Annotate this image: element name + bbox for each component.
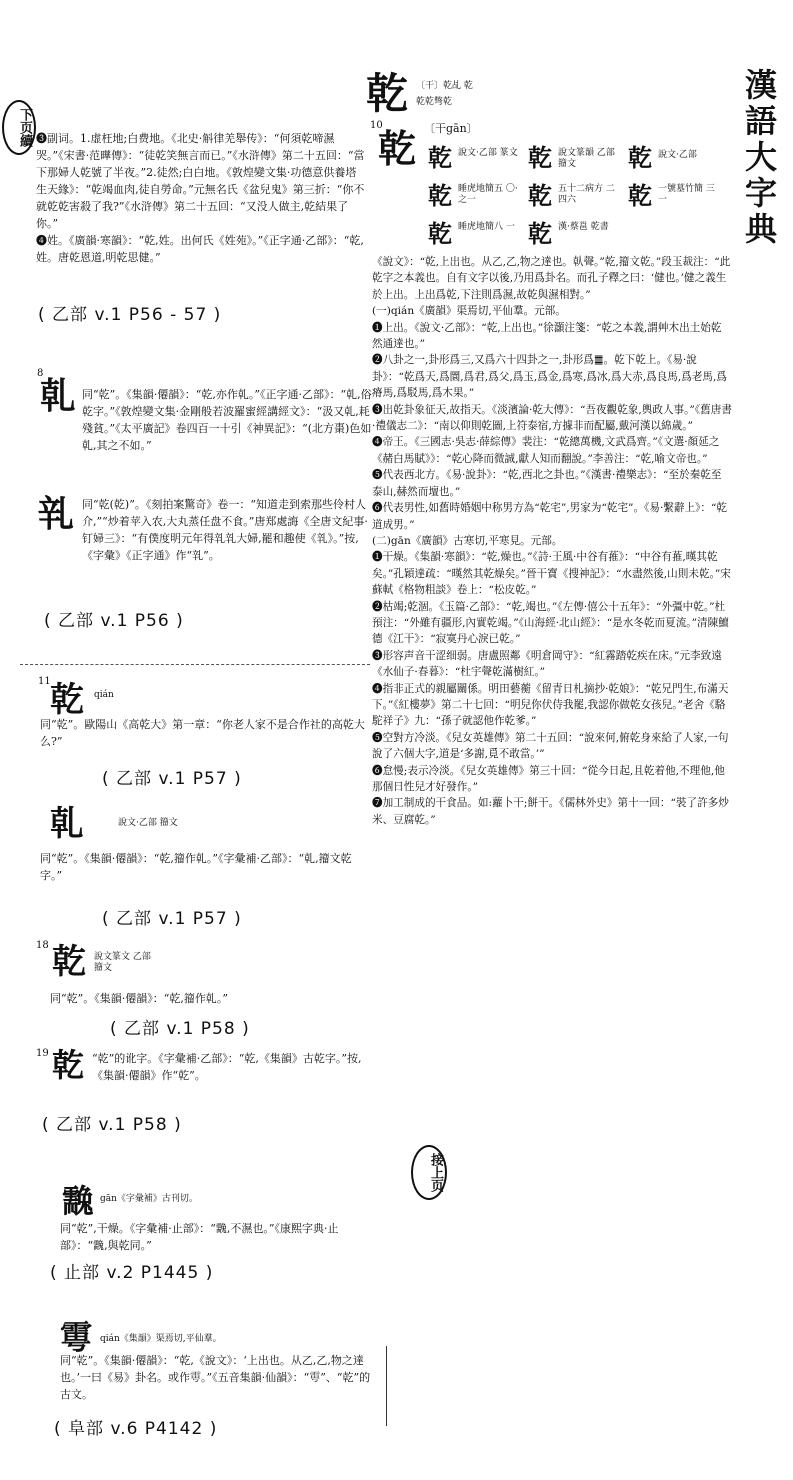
- glyph-6-caption: 一號墓竹簡 三一: [658, 184, 715, 205]
- header-character: 乾: [366, 69, 409, 118]
- entry-b-stroke: 8: [37, 368, 44, 379]
- entry-e-ref: ( 乙部 v.1 P57 ): [102, 909, 242, 929]
- glyph-3-caption: 說文·乙部: [658, 150, 697, 160]
- entry-f-text: 同“乾”。《集韻·僊韻》：“乾,籀作乹。”: [50, 992, 228, 1005]
- entry-a-ref: ( 乙部 v.1 P56 - 57 ): [38, 305, 222, 325]
- entry-b-text: 同“乾”。《集韻·僊韻》：“乾,亦作乹。”《正字通·乙部》：“乹,俗乾字。”《敦煌變文集·金剛般若波羅蜜經講經文》：“汲又乹,耗殘貧。”《太平廣記》卷四百一十引《神異記》：“(北方棗)色如乹,其之不如。”: [82, 388, 372, 452]
- entry-f-stroke: 18: [36, 940, 49, 951]
- glyph-6: 乾: [628, 181, 652, 210]
- glyph-7: 乾: [428, 219, 452, 248]
- header-variant-note: 〔干〕乾乩 乾: [416, 81, 473, 91]
- entry-d-char: 乾: [50, 680, 84, 720]
- entry-e-char: 乹: [50, 804, 84, 844]
- glyph-5-caption: 五十二病方 二四六: [558, 184, 615, 205]
- header-variant-sub: 乾乾彆乾: [416, 97, 453, 107]
- glyph-2-caption: 說文篆韻 乙部籀文: [558, 148, 615, 169]
- entry-i-char: 𩂾: [60, 1319, 93, 1357]
- divider: [20, 664, 370, 665]
- entry-b-char: 乹: [40, 375, 77, 417]
- entry-f-source: 說文篆文 乙部籀文: [94, 952, 151, 973]
- entry-h-text: 同“乾”,干燥。《字彙補·止部》：“䨲,不濕也。”《康熙字典·止部》：“䨲,與乾同。”: [60, 1222, 339, 1252]
- entry-d-pinyin: qián: [94, 690, 114, 700]
- entry-d-stroke: 11: [38, 676, 51, 687]
- entry-d-ref: ( 乙部 v.1 P57 ): [102, 769, 242, 789]
- entry-g-text: “乾”的讹字。《字彙補·乙部》：“乾,《集韻》古乾字。”按,《集韻·僊韻》作“乾”。: [92, 1052, 362, 1082]
- entry-c-ref: ( 乙部 v.1 P56 ): [44, 611, 184, 631]
- glyph-7-caption: 睡虎地簡八 一: [458, 222, 515, 232]
- glyph-8-caption: 漢·蔡邕 乾書: [558, 222, 609, 232]
- entry-f-char: 乾: [52, 942, 86, 982]
- entry-e-text: 同“乾”。《集韻·僊韻》：“乾,籀作乹。”《字彙補·乙部》：“乹,籀文乾字。”: [40, 852, 352, 882]
- entry-h-char: 䨲: [62, 1182, 95, 1220]
- entry-c-char: 乵: [38, 493, 75, 535]
- entry-a-text: ❸副词。1.虚枉地;白费地。《北史·斛律羌舉传》：“何須乾啼濕哭。”《宋書·范曄傳》：“徒乾笑無言而已。”《水浒傳》第二十五回：“當下那婦人乾號了半夜。”2.徒然;白白地。《敦煌變文集·功德意供養塔生天緣》：“乾竭血肉,徒自勞命。”元無名氏《盆兒鬼》第三折：“你不就乾乾害殺了我?”《水浒傳》第二十五回：“又没人做主,乾結果了你。” ❹姓。《廣韻·寒韻》：“乾,姓。出何氏《姓苑》。”《正字通·乙部》：“乾,姓。唐乾恩道,明乾思健。”: [36, 132, 365, 264]
- entry-i-text: 同“乾”。《集韻·僊韻》：“乾,《說文》：‘上出也。从乙,乙,物之達也。’一曰《易》卦名。或作𩂾。”《五音集韻·仙韻》：“𩂾”、“乾”的古文。: [60, 1354, 371, 1401]
- glyph-5: 乾: [528, 181, 552, 210]
- glyph-4: 乾: [428, 181, 452, 210]
- entry-i-pinyin: qián《集韻》渠焉切,平仙羣。: [100, 1334, 222, 1344]
- right-stroke-count: 10: [370, 120, 383, 131]
- entry-g-char: 乾: [52, 1046, 85, 1084]
- entry-h-pinyin: gān《字彙補》古刊切。: [100, 1194, 198, 1204]
- main-entry-definition: 《說文》：“乾,上出也。从乙,乙,物之達也。倝聲。”乾,籀文乾。”段玉裁注：“此乾字之本義也。自有文字以後,乃用爲卦名。而孔子釋之曰：‘健也。’健之義生於上出。上出爲乾,下注則爲濕,故乾與濕相對。” (一)qián《廣韻》渠焉切,平仙羣。元部。 ❶上出。《說文·乙部》：“乾,上出也。”徐灝注箋：“乾之本義,謂艸木出土始乾然通達也。” ❷八卦之一,卦形爲三,又爲六十四卦之一,卦形爲䷀。乾下乾上。《易·說卦》：“乾爲天,爲圜,爲君,爲父,爲玉,爲金,爲寒,爲冰,爲大赤,爲良馬,爲老馬,爲瘠馬,爲駁馬,爲木果。” ❸出乾卦象征天,故指天。《淡濱論·乾大傳》：“吾夜觀乾象,輿政人事。”《舊唐書·禮儀志二》：“南以仰則乾圖,上符泰宿,方據非而配屬,戴河漢以綿歲。” ❹帝王。《三國志·吳志·薛綜傳》裴注：“乾總萬機,文武爲齊。”《文選·顏延之《赭白馬賦》》：“乾心降而微誠,獻人知而翻說。”李善注：“乾,喻文帝也。” ❺代表西北方。《易·說卦》：“乾,西北之卦也。”《漢書·禮樂志》：“至於秦乾至泰山,赫然而壇也。” ❻代表男性,如舊時婚姻中称男方為“乾宅”,男家为“乾宅”。《易·繫辭上》：“乾道成男。” (二)gān《廣韻》古寒切,平寒見。元部。 ❶干燥。《集韻·寒韻》：“乾,燥也。”《詩·王風·中谷有蓷》：“中谷有蓷,暵其乾矣。”孔穎達疏：“暵然其乾燥矣。”晉干寶《搜神記》：“水盡然後,山則未乾。”宋蘇軾《格物粗談》卷上：“松皮乾。” ❷枯竭;乾涸。《玉篇·乙部》：“乾,竭也。”《左傳·僖公十五年》：“外彊中乾。”杜預注：“外雖有疆形,內實乾竭。”《山海經·北山經》：“是水冬乾而夏流。”清陳鱣德《江干》：“寂寞丹心淚已乾。” ❸形容声音干涩细弱。唐盧照鄰《明倉岡守》：“紅霧踏乾疾在床。”元李致遠《水仙子·春暮》：“杜宇聲乾滿樹紅。” ❹指非正式的親屬關係。明田藝蘅《留青日札摘抄·乾娘》：“乾兄門生,布滿天下。”《紅樓夢》第二十七回：“明兒你伏侍我罷,我認你做乾女孩兒。”老舍《駱駝祥子》九：“孫子就認他作乾爹。” ❺空對方冷淡。《兒女英雄傳》第二十五回：“說來何,俯乾身來給了人家,一句說了六個大字,道是‘多謝,覓不敢當。’” ❻怠慢;表示冷淡。《兒女英雄傳》第三十回：“從今日起,且乾着他,不理他,他那個日性兒才好發作。” ❼加工制成的干食品。如:蘿卜干;餅干。《儒林外史》第十一回：“裝了許多炒米、豆腐乾。”: [372, 256, 732, 826]
- continued-next-page-badge: 下页續: [2, 100, 36, 155]
- right-head-char: 乾: [378, 126, 417, 171]
- entry-i-ref: ( 阜部 v.6 P4142 ): [54, 1419, 218, 1439]
- side-title: 漢語大字典: [740, 68, 778, 248]
- entry-d-text: 同“乾”。歐陽山《高乾大》第一章：“你老人家不是合作社的高乾大么?”: [40, 718, 365, 748]
- ancient-forms-grid: [428, 138, 728, 248]
- continued-from-previous-badge: 接上页: [411, 1145, 447, 1200]
- entry-e-source: 說文·乙部 籀文: [118, 818, 178, 828]
- right-pinyin: 〔干gān〕: [424, 122, 478, 135]
- glyph-4-caption: 睡虎地簡五 〇·之一: [458, 184, 518, 205]
- glyph-8: 乾: [528, 219, 552, 248]
- margin-line: [386, 1346, 387, 1426]
- glyph-3: 乾: [628, 143, 652, 172]
- entry-c-text: 同“乾(乾)”。《刻拍案驚奇》卷一：“知道走到索那些伶村人介,”“炒着苹入农,大丸蒸任盘不食。”唐郑處誨《全唐文紀事·钉婦三》：“有僕度明元年得乵乵大婦,罷和趣使《乵》。”按,《字彙》《正字通》作“乵”。: [82, 498, 368, 562]
- entry-f-ref: ( 乙部 v.1 P58 ): [110, 1019, 250, 1039]
- entry-h-ref: ( 止部 v.2 P1445 ): [50, 1263, 214, 1283]
- entry-g-stroke: 19: [36, 1048, 49, 1059]
- glyph-1-caption: 說文·乙部 篆文: [458, 148, 518, 158]
- glyph-2: 乾: [528, 143, 552, 172]
- glyph-1: 乾: [428, 143, 452, 172]
- entry-g-ref: ( 乙部 v.1 P58 ): [42, 1115, 182, 1135]
